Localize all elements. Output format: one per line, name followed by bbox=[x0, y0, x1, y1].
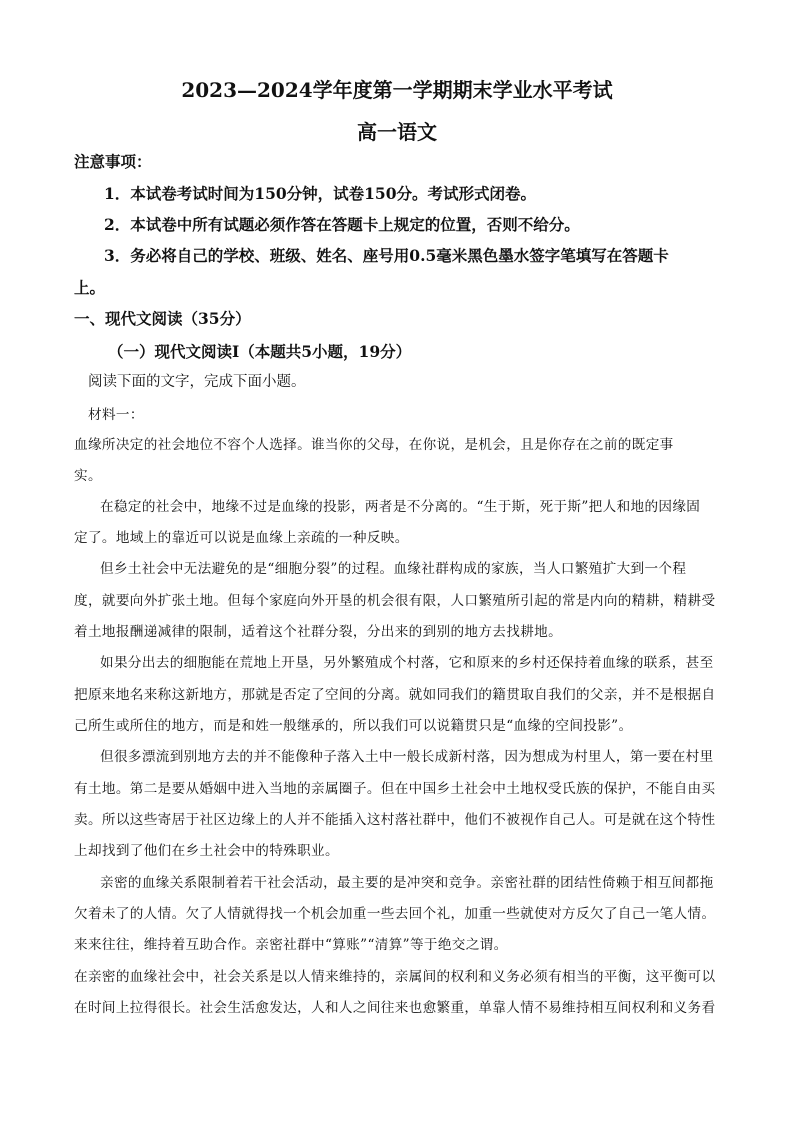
passage-line: 有土地。第二是要从婚姻中进入当地的亲属圈子。但在中国乡土社会中土地权受氏族的保护，不能自由买 bbox=[74, 781, 716, 797]
passage-line: 在亲密的血缘社会中，社会关系是以人情来维持的，亲属间的权利和义务必须有相当的平衡，这平衡可以 bbox=[74, 969, 716, 985]
section-heading: 一、现代文阅读（35分） bbox=[74, 309, 251, 328]
passage-line: 在稳定的社会中，地缘不过是血缘的投影，两者是不分离的。“生于斯，死于斯”把人和地的因缘固 bbox=[100, 499, 701, 515]
passage-line: 实。 bbox=[74, 468, 102, 484]
notice-item-3: 3．务必将自己的学校、班级、姓名、座号用0.5毫米黑色墨水签字笔填写在答题卡 bbox=[104, 246, 669, 265]
passage-line: 己所生或所住的地方，而是和姓一般继承的，所以我们可以说籍贯只是“血缘的空间投影”。 bbox=[74, 718, 633, 734]
exam-subject: 高一语文 bbox=[357, 120, 437, 144]
passage-line: 卖。所以这些寄居于社区边缘上的人并不能插入这村落社群中，他们不被视作自己人。可是就在这个特性 bbox=[74, 812, 716, 828]
notice-item-1: 1．本试卷考试时间为150分钟，试卷150分。考试形式闭卷。 bbox=[104, 184, 536, 203]
passage-line: 欠着未了的人情。欠了人情就得找一个机会加重一些去回个礼，加重一些就使对方反欠了自己一笔人情。 bbox=[74, 906, 716, 922]
reading-instruction: 阅读下面的文字，完成下面小题。 bbox=[88, 374, 306, 390]
material-label: 材料一： bbox=[88, 407, 144, 423]
subsection-heading: （一）现代文阅读Ⅰ（本题共5小题，19分） bbox=[108, 342, 412, 361]
passage-line: 如果分出去的细胞能在荒地上开垦，另外繁殖成个村落，它和原来的乡村还保持着血缘的联系，甚至 bbox=[100, 655, 714, 671]
passage-line: 但乡土社会中无法避免的是“细胞分裂”的过程。血缘社群构成的家族，当人口繁殖扩大到一个程 bbox=[100, 561, 687, 577]
passage-line: 在时间上拉得很长。社会生活愈发达，人和人之间往来也愈繁重，单靠人情不易维持相互间权利和义务看 bbox=[74, 1000, 716, 1016]
notice-item-2: 2．本试卷中所有试题必须作答在答题卡上规定的位置，否则不给分。 bbox=[104, 215, 580, 234]
passage-line: 来来往往，维持着互助合作。亲密社群中“算账”“清算”等于绝交之谓。 bbox=[74, 937, 508, 953]
passage-line: 把原来地名来称这新地方，那就是否定了空间的分离。就如同我们的籍贯取自我们的父亲，并不是根据自 bbox=[74, 687, 716, 703]
passage-line: 亲密的血缘关系限制着若干社会活动，最主要的是冲突和竞争。亲密社群的团结性倚赖于相互间都拖 bbox=[100, 875, 714, 891]
passage-line: 度，就要向外扩张土地。但每个家庭向外开垦的机会很有限，人口繁殖所引起的常是内向的精耕，精耕受 bbox=[74, 593, 716, 609]
notice-heading: 注意事项： bbox=[74, 152, 152, 171]
passage-line: 定了。地域上的靠近可以说是血缘上亲疏的一种反映。 bbox=[74, 530, 409, 546]
passage-line: 血缘所决定的社会地位不容个人选择。谁当你的父母，在你说，是机会，且是你存在之前的既定事 bbox=[74, 437, 674, 453]
passage-line: 着土地报酬递减律的限制，适着这个社群分裂，分出来的到别的地方去找耕地。 bbox=[74, 624, 563, 640]
passage-line: 上却找到了他们在乡土社会中的特殊职业。 bbox=[74, 843, 339, 859]
notice-item-3-cont: 上。 bbox=[74, 278, 106, 297]
exam-title: 2023—2024学年度第一学期期末学业水平考试 bbox=[181, 78, 613, 102]
passage-line: 但很多漂流到别地方去的并不能像种子落入土中一般长成新村落，因为想成为村里人，第一要在村里 bbox=[100, 749, 714, 765]
